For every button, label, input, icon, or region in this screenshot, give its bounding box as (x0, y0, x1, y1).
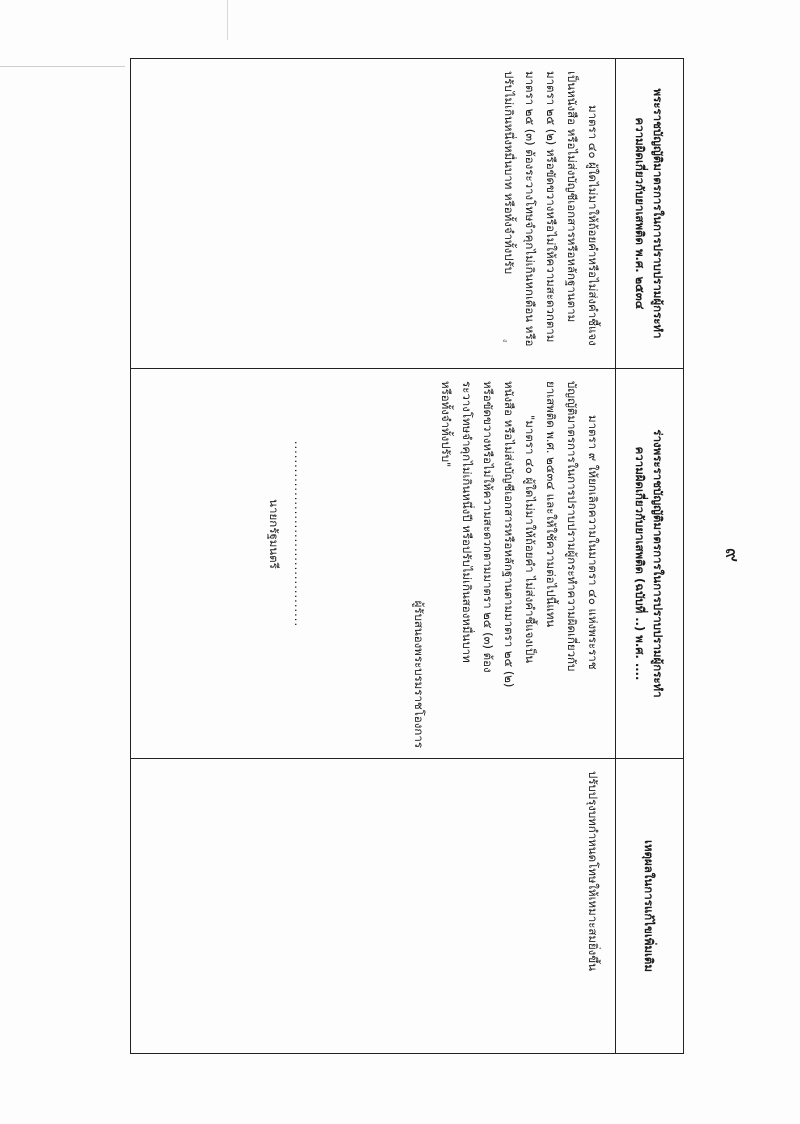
text-line: ปรับปรุงบทกำหนดโทษให้เหมาะสมยิ่งขึ้น (586, 771, 600, 972)
scan-artifact-line (0, 66, 125, 67)
header-reasons (616, 759, 683, 1053)
table-header-row (615, 59, 683, 1053)
text-line: มาตรา ๔๐ ผู้ใดไม่มาให้ถ้อยคำหรือไม่ส่งคำชี้แจง (586, 105, 600, 346)
header-line: ความผิดเกี่ยวกับยาเสพติด (ฉบับที่ ..) พ.ศ. .... (633, 446, 648, 681)
text-line: ยาเสพติด พ.ศ. ๒๕๓๔ และให้ใช้ความต่อไปนี้แทน (544, 381, 558, 628)
text-line: ระวางโทษจำคุกไม่เกินหนึ่งปี หรือปรับไม่เกินสองหมื่นบาท (460, 381, 474, 663)
page-number: ๙ (721, 547, 745, 563)
signature-title: นายกรัฐมนตรี (267, 499, 281, 569)
scan-mark: ง (501, 339, 509, 343)
text-line: มาตรา ๙ ให้ยกเลิกความในมาตรา ๔๐ แห่งพระราช (586, 415, 600, 670)
header-draft-act (616, 369, 683, 759)
text-line: หรือทั้งจำทั้งปรับ" (439, 381, 453, 468)
text-line: มาตรา ๒๕ (๒) หรือขัดขวางหรือไม่ให้ความสะดวกตาม (544, 71, 558, 343)
reasons-cell (131, 759, 615, 1053)
header-line: พระราชบัญญัติมาตรการในการปราบปรามผู้กระทำ (651, 88, 666, 339)
header-line: ร่างพระราชบัญญัติมาตรการในการปราบปรามผู้กระทำ (651, 429, 666, 698)
scan-artifact-line (227, 0, 228, 40)
draft-act-cell (131, 369, 615, 759)
header-line: ความผิดเกี่ยวกับยาเสพติด พ.ศ. ๒๕๓๔ (633, 117, 648, 310)
text-line: หรือขัดขวางหรือไม่ให้ความสะดวกตามมาตรา ๒๕ (๓) ต้อง (481, 381, 495, 673)
text-line: ปรับไม่เกินหนึ่งหมื่นบาท หรือทั้งจำทั้งปรับ (502, 71, 516, 274)
header-line: เหตุผลในการแก้ไขเพิ่มเติม (642, 840, 657, 972)
comparison-table (130, 58, 684, 1054)
text-line: หนังสือ หรือไม่ส่งบัญชีเอกสารหรือหลักฐานตามมาตรา ๒๕ (๒) (502, 381, 516, 688)
signature-block (263, 409, 315, 659)
text-line: "มาตรา ๔๐ ผู้ใดไม่มาให้ถ้อยคำ ไม่ส่งคำชี้แจงเป็น (523, 415, 537, 664)
text-line: บัญญัติมาตรการในการปราบปรามผู้กระทำความผิดเกี่ยวกับ (565, 381, 579, 672)
comparison-table-frame (130, 58, 684, 1054)
header-current-act (616, 59, 683, 369)
current-act-cell (131, 59, 615, 369)
countersign-role: ผู้รับสนองพระบรมราชโองการ (412, 600, 426, 748)
signature-dots: ........................................ (292, 440, 306, 628)
text-line: มาตรา ๒๕ (๓) ต้องระวางโทษจำคุกไม่เกินหกเดือน หรือ (523, 71, 537, 347)
text-line: เป็นหนังสือ หรือไม่ส่งบัญชีเอกสารหรือหลักฐานตาม (565, 71, 579, 323)
table-body-row (131, 59, 615, 1053)
